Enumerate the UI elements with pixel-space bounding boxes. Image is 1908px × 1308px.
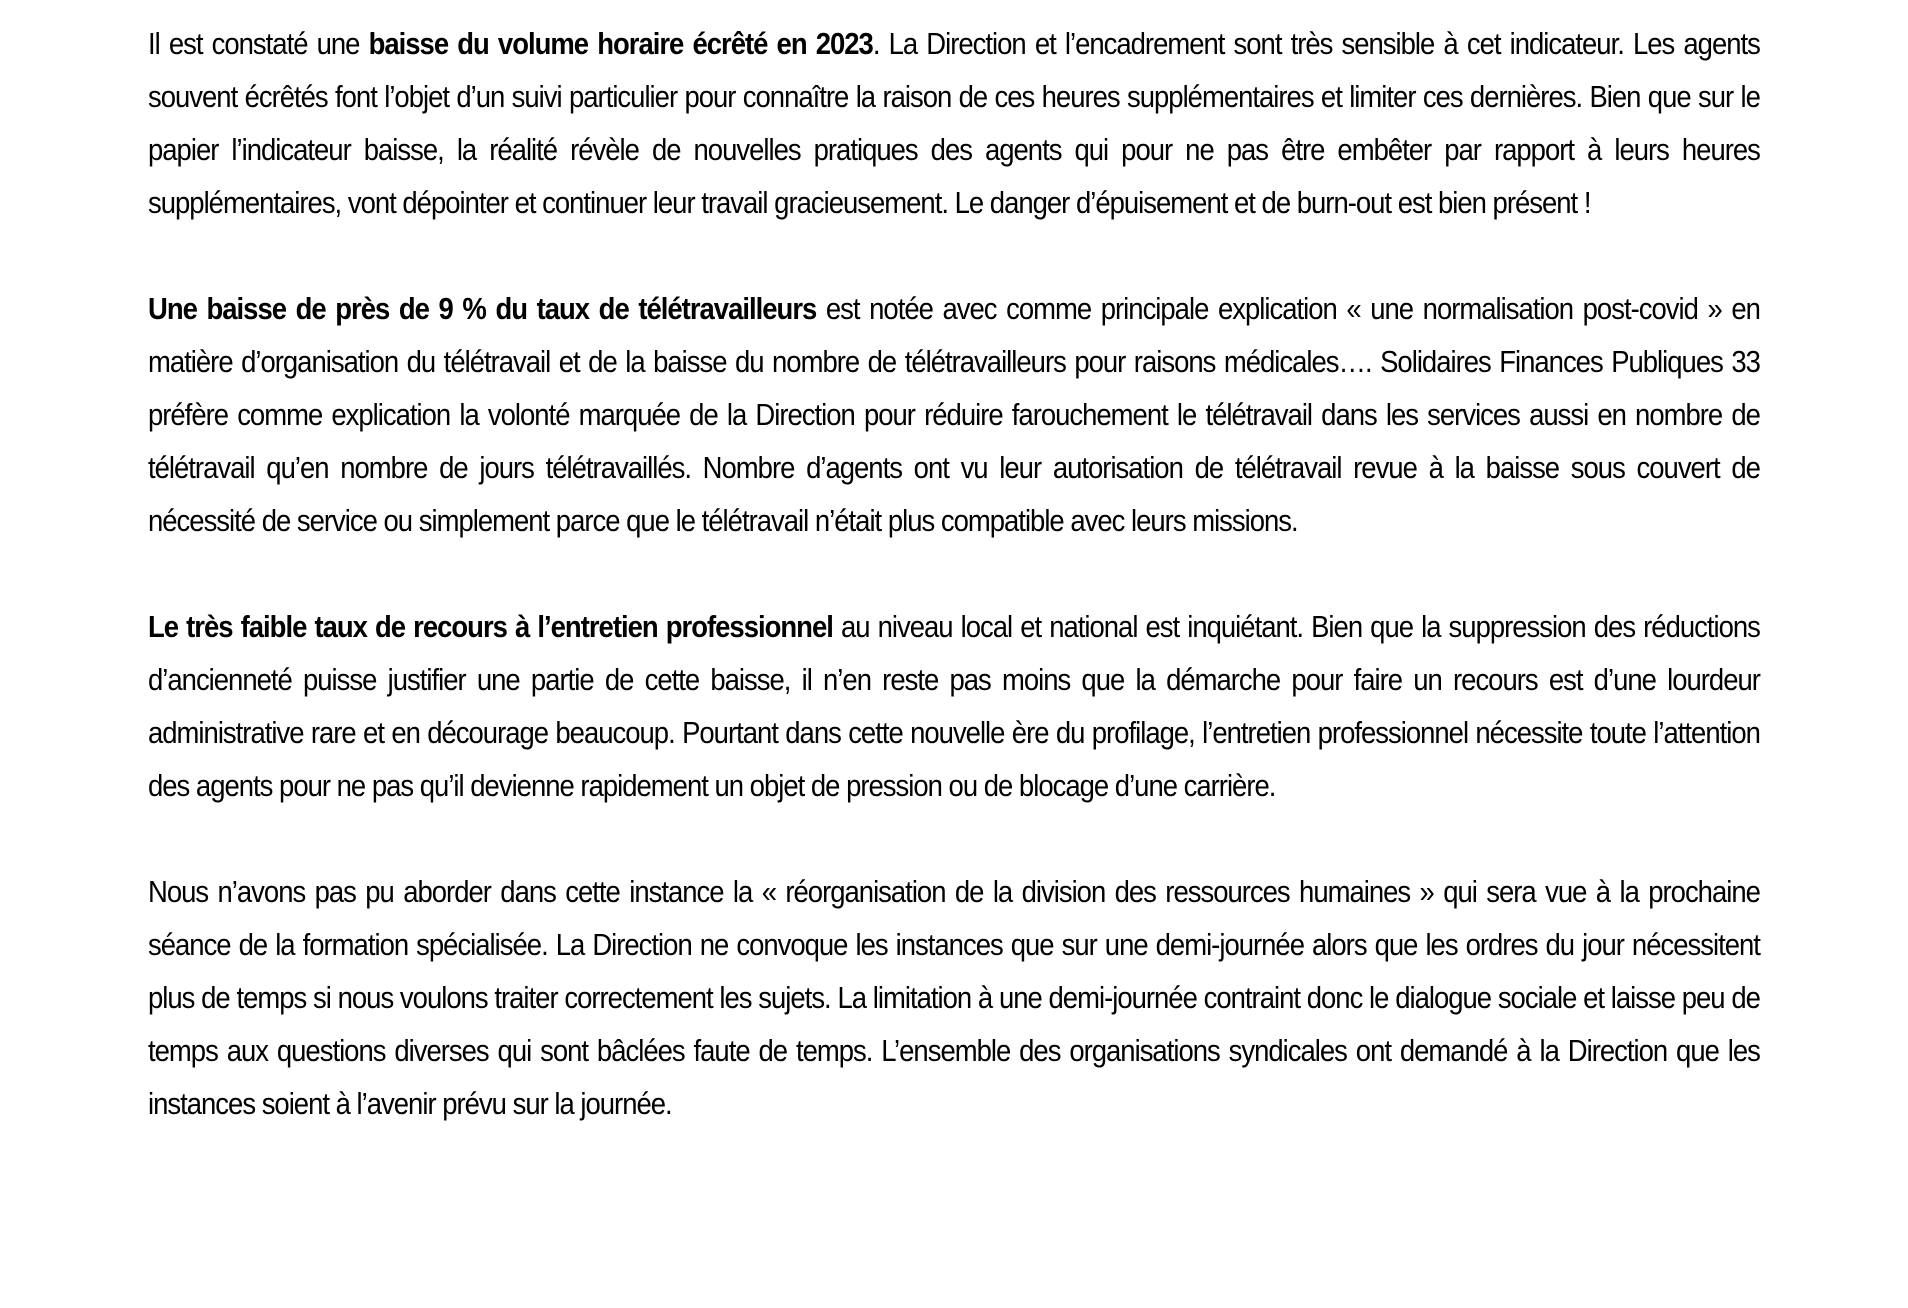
paragraph-text: est notée avec comme principale explication « une normalisation post-covid » en matière d’organisation du télétravail et de la baisse du nombre de télétravailleurs pour raisons médicales…. Solidaires Finances Publiques 33 préfère comme explication la volonté marquée de la Direction pour réduire farouchement le télétravail dans les services aussi en nombre de télétravail qu’en nombre de jours télétravaillés. Nombre d’agents ont vu leur autorisation de télétravail revue à la baisse sous couvert de nécessité de service ou simplement parce que le télétravail n’était plus compatible avec leurs missions. — [148, 292, 1760, 538]
paragraph-overtime — [148, 18, 1760, 230]
paragraph-highlight: baisse du volume horaire écrêté en 2023 — [368, 27, 873, 61]
paragraph-text: Il est constaté une — [148, 27, 369, 61]
paragraph-highlight: Le très faible taux de recours à l’entretien professionnel — [148, 610, 833, 644]
paragraph-text: Nous n’avons pas pu aborder dans cette instance la « réorganisation de la division des ressources humaines » qui sera vue à la prochaine séance de la formation spécialisée. La Direction ne convoque les instances que sur une demi-journée alors que les ordres du jour nécessitent plus de temps si nous voulons traiter correctement les sujets. La limitation à une demi-journée contraint donc le dialogue sociale et laisse peu de temps aux questions diverses qui sont bâclées faute de temps. L’ensemble des organisations syndicales ont demandé à la Direction que les instances soient à l’avenir prévu sur la journée. — [148, 875, 1760, 1121]
paragraph-reorganisation — [148, 866, 1760, 1131]
paragraph-professional-interview — [148, 601, 1760, 813]
paragraph-text: . La Direction et l’encadrement sont très sensible à cet indicateur. Les agents souvent écrêtés font l’objet d’un suivi particulier pour connaître la raison de ces heures supplémentaires et limiter ces dernières. Bien que sur le papier l’indicateur baisse, la réalité révèle de nouvelles pratiques des agents qui pour ne pas être embêter par rapport à leurs heures supplémentaires, vont dépointer et continuer leur travail gracieusement. Le danger d’épuisement et de burn-out est bien présent ! — [148, 27, 1760, 220]
paragraph-highlight: Une baisse de près de 9 % du taux de télétravailleurs — [148, 292, 817, 326]
paragraph-telework — [148, 283, 1760, 548]
paragraph-text: au niveau local et national est inquiétant. Bien que la suppression des réductions d’ancienneté puisse justifier une partie de cette baisse, il n’en reste pas moins que la démarche pour faire un recours est d’une lourdeur administrative rare et en décourage beaucoup. Pourtant dans cette nouvelle ère du profilage, l’entretien professionnel nécessite toute l’attention des agents pour ne pas qu’il devienne rapidement un objet de pression ou de blocage d’une carrière. — [148, 610, 1760, 803]
document-body — [148, 18, 1760, 1131]
